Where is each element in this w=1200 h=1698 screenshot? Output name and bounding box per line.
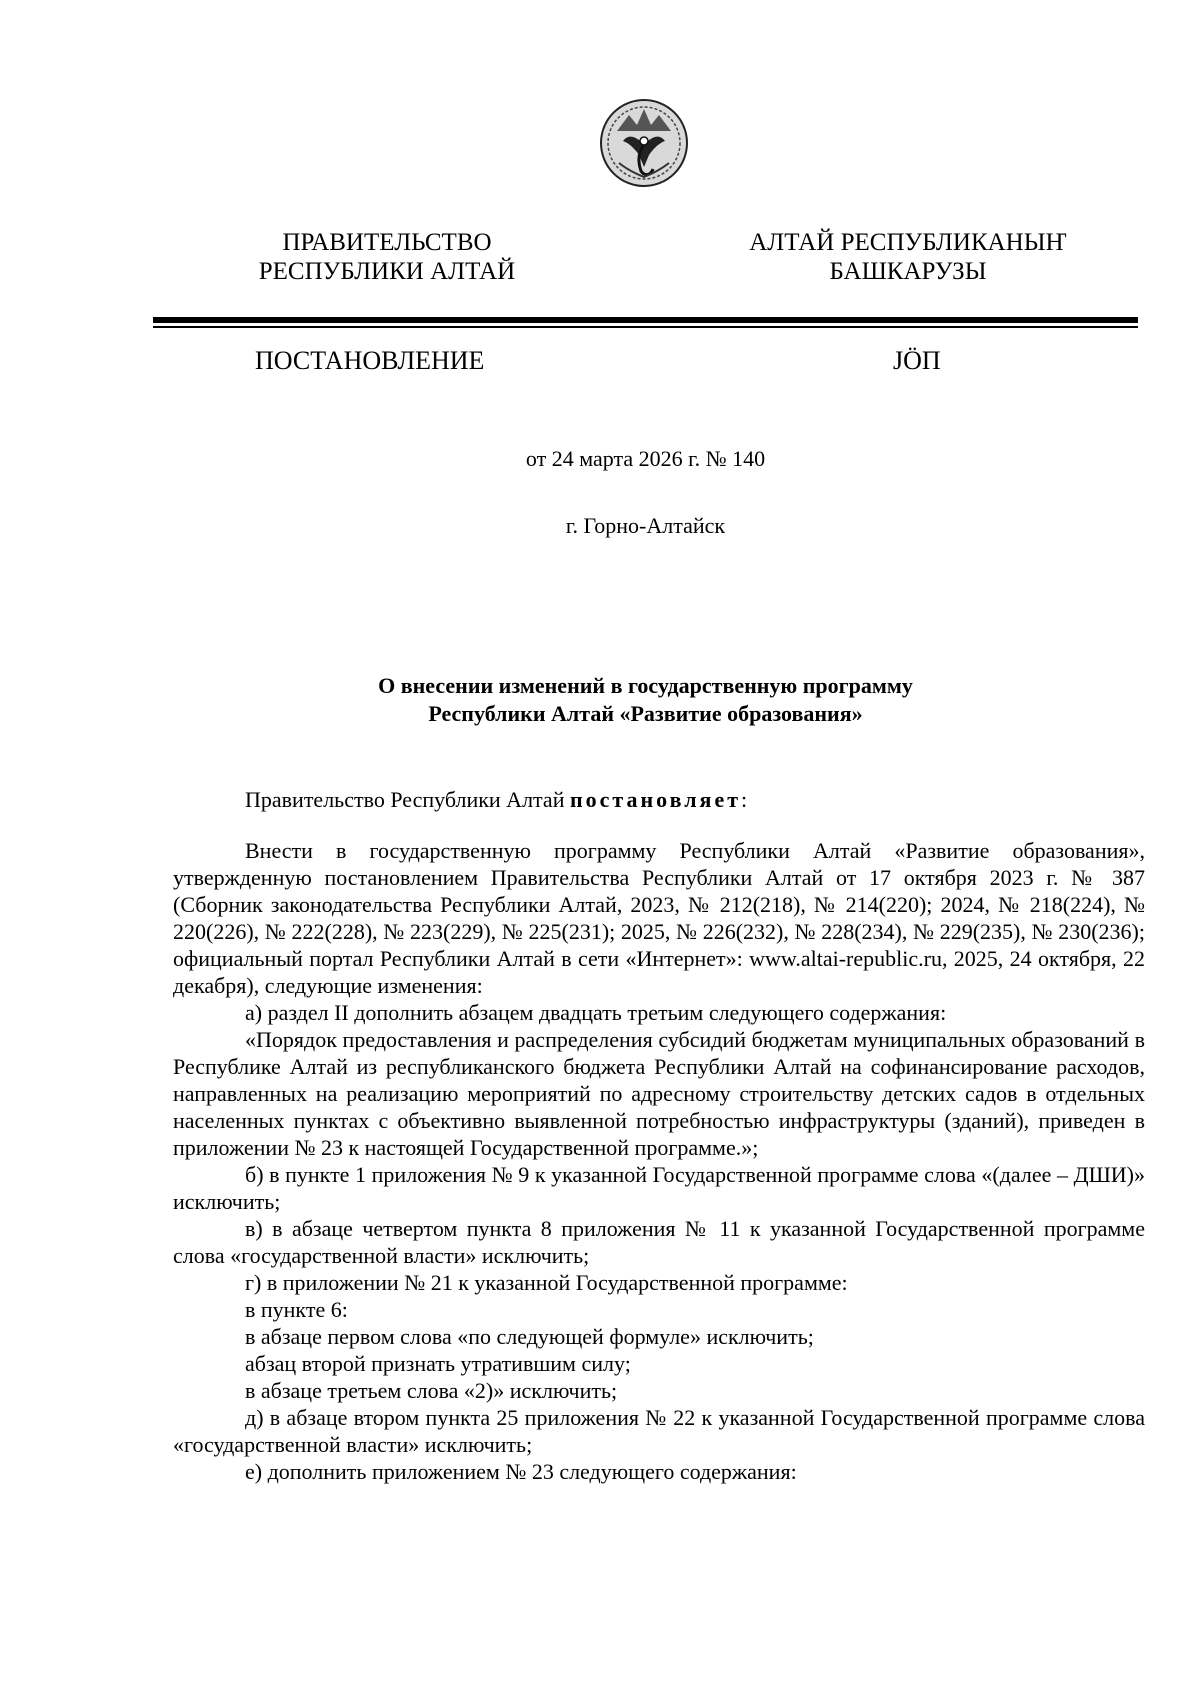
date-and-number: от 24 марта 2026 г. № 140: [525, 446, 766, 471]
government-name-line1: ПРАВИТЕЛЬСТВО: [282, 229, 492, 256]
government-name-altai-line2: БАШКАРУЗЫ: [829, 258, 987, 285]
body-paragraph: а) раздел II дополнить абзацем двадцать третьим следующего содержания:: [245, 1000, 947, 1025]
document-title-line1: О внесении изменений в государственную программу: [378, 673, 913, 698]
preamble: [173, 786, 1145, 813]
body-paragraph: д) в абзаце втором пункта 25 приложения № 22 к указанной Государственной программе слова «государственной власти» исключить;: [173, 1405, 1145, 1457]
body-paragraph: абзац второй признать утратившим силу;: [245, 1351, 631, 1376]
preamble-decree-word: постановляет: [569, 787, 742, 812]
document-title: [153, 672, 1138, 728]
document-body: [173, 786, 1145, 1485]
header-divider-thick: [153, 317, 1138, 323]
document-title-line2: Республики Алтай «Развитие образования»: [428, 701, 863, 726]
government-name-line2: РЕСПУБЛИКИ АЛТАЙ: [258, 258, 516, 285]
government-name-altai: [718, 228, 1098, 286]
body-paragraph: Внести в государственную программу Республики Алтай «Развитие образования», утвержденную постановлением Правительства Республики Алтай от 17 октября 2023 г. № 387 (Сборник законодательства Республики Алтай, 2023, № 212(218), № 214(220); 2024, № 218(224), № 220(226), № 222(228), № 223(229), № 225(231); 2025, № 226(232), № 228(234), № 229(235), № 230(236); официальный портал Республики Алтай в сети «Интернет»: www.altai-republic.ru, 2025, 24 октября, 22 декабря), следующие изменения:: [173, 838, 1145, 998]
government-name-russian: [197, 228, 577, 286]
coat-of-arms-icon: [599, 97, 689, 197]
body-paragraph: «Порядок предоставления и распределения субсидий бюджетам муниципальных образований в Республике Алтай из республиканского бюджета Республики Алтай на софинансирование расходов, направленных на реализацию мероприятий по адресному строительству детских садов в отдельных населенных пунктах с объективно выявленной потребностью инфраструктуры (зданий), приведен в приложении № 23 к настоящей Государственной программе.»;: [173, 1027, 1145, 1160]
body-paragraph: в) в абзаце четвертом пункта 8 приложения № 11 к указанной Государственной программе слова «государственной власти» исключить;: [173, 1216, 1145, 1268]
body-paragraph: в абзаце первом слова «по следующей формуле» исключить;: [245, 1324, 814, 1349]
body-paragraph: б) в пункте 1 приложения № 9 к указанной Государственной программе слова «(далее – ДШИ)» исключить;: [173, 1162, 1145, 1214]
city: г. Горно-Алтайск: [565, 513, 726, 538]
body-paragraph: в пункте 6:: [245, 1297, 348, 1322]
preamble-colon: :: [741, 787, 748, 812]
doc-type-russian: ПОСТАНОВЛЕНИЕ: [255, 346, 485, 375]
header-divider-thin: [153, 326, 1138, 328]
doc-type-altai: JÖП: [893, 346, 941, 375]
body-paragraph: в абзаце третьем слова «2)» исключить;: [245, 1378, 618, 1403]
government-name-altai-line1: АЛТАЙ РЕСПУБЛИКАНЫҤ: [749, 229, 1067, 256]
body-paragraph: г) в приложении № 21 к указанной Государственной программе:: [245, 1270, 848, 1295]
body-paragraph: е) дополнить приложением № 23 следующего содержания:: [245, 1459, 797, 1484]
preamble-text: Правительство Республики Алтай: [245, 787, 570, 812]
